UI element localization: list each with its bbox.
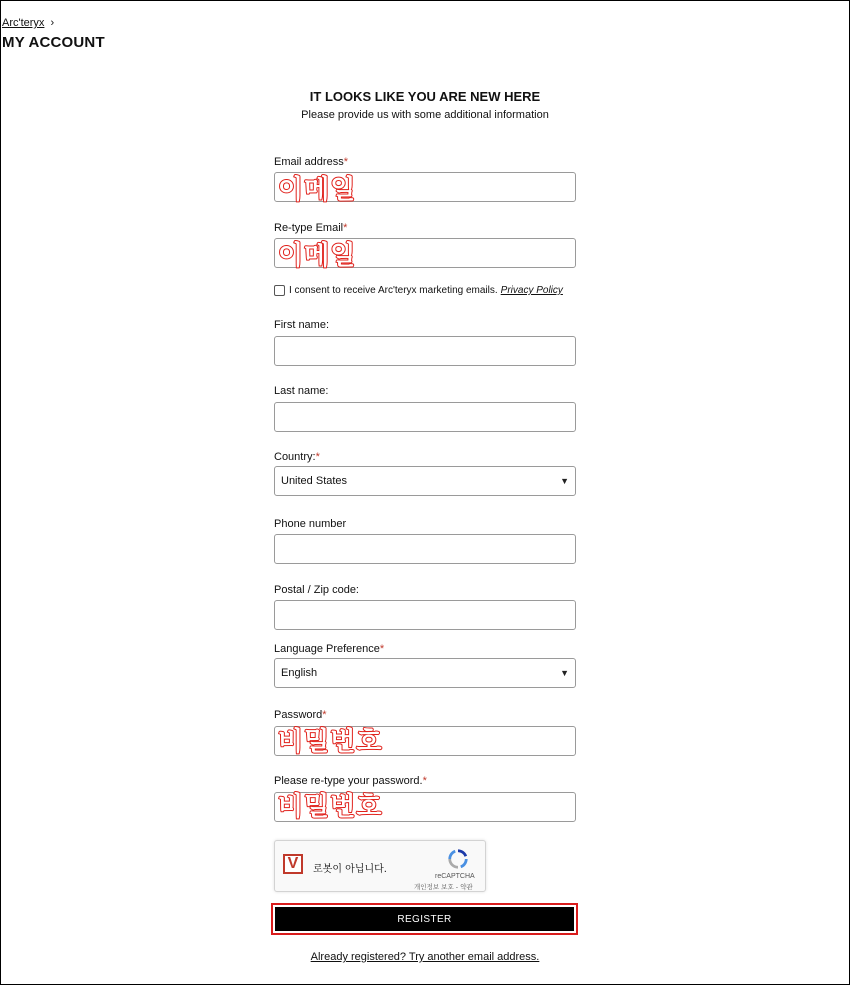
recaptcha-checkbox[interactable]: V (283, 854, 303, 874)
form-headline: IT LOOKS LIKE YOU ARE NEW HERE (309, 89, 541, 104)
retype-email-value-text: 이메일 (278, 240, 357, 271)
retype-password-field[interactable] (274, 792, 576, 822)
postal-label: Postal / Zip code: (274, 584, 359, 596)
required-marker: * (343, 156, 348, 168)
marketing-consent (274, 285, 563, 296)
first-name-field[interactable] (274, 336, 576, 366)
required-marker: * (422, 775, 427, 787)
retype-email-label (274, 222, 347, 234)
last-name-label: Last name: (274, 385, 329, 397)
recaptcha-brand: reCAPTCHA (435, 873, 475, 880)
recaptcha-widget (274, 840, 486, 892)
required-marker: * (379, 643, 385, 655)
password-label (274, 709, 327, 721)
required-marker: * (322, 709, 327, 721)
retype-password-label (274, 775, 427, 787)
form-subheadline: Please provide us with some additional information (301, 109, 549, 121)
retype-password-value-text: 비밀번호 (278, 791, 383, 822)
privacy-policy-link[interactable]: Privacy Policy (500, 285, 563, 296)
country-label-text: Country: (274, 451, 316, 463)
already-registered (0, 951, 850, 963)
postal-field[interactable] (274, 600, 576, 630)
email-label-text: Email address (274, 156, 344, 168)
language-select[interactable] (274, 658, 576, 688)
language-label (274, 643, 384, 655)
recaptcha-logo-icon (447, 848, 469, 870)
password-field[interactable] (274, 726, 576, 756)
recaptcha-terms[interactable]: 개인정보 보호 - 약관 (414, 883, 473, 891)
required-marker: * (315, 451, 320, 463)
phone-field[interactable] (274, 534, 576, 564)
country-selected-value: United States (281, 475, 348, 487)
phone-label: Phone number (274, 518, 347, 530)
language-label-text: Language Preference (274, 643, 380, 655)
first-name-label: First name: (274, 319, 330, 331)
marketing-consent-checkbox[interactable] (274, 285, 285, 296)
password-label-text: Password (274, 709, 323, 721)
last-name-field[interactable] (274, 402, 576, 432)
marketing-consent-label: I consent to receive Arc'teryx marketing emails. (289, 285, 498, 296)
email-value-text: 이메일 (278, 174, 357, 205)
retype-password-label-text: Please re-type your password. (274, 775, 423, 787)
breadcrumb-separator: › (50, 17, 55, 29)
recaptcha-label: 로봇이 아닙니다. (313, 864, 387, 875)
email-label (274, 156, 348, 168)
register-button[interactable]: REGISTER (275, 907, 574, 931)
breadcrumb-home-link[interactable]: Arc'teryx (2, 17, 45, 29)
country-select[interactable] (274, 466, 576, 496)
required-marker: * (343, 222, 348, 234)
chevron-down-icon: ▼ (560, 476, 569, 486)
retype-email-field[interactable] (274, 238, 576, 268)
breadcrumb (2, 17, 54, 29)
page-title: MY ACCOUNT (2, 34, 105, 51)
country-label (274, 451, 320, 463)
retype-email-label-text: Re-type Email (274, 222, 344, 234)
email-field[interactable] (274, 172, 576, 202)
chevron-down-icon: ▼ (560, 668, 569, 678)
already-registered-link[interactable]: Already registered? Try another email address. (310, 951, 540, 963)
language-selected-value: English (281, 667, 318, 679)
password-value-text: 비밀번호 (278, 726, 383, 757)
